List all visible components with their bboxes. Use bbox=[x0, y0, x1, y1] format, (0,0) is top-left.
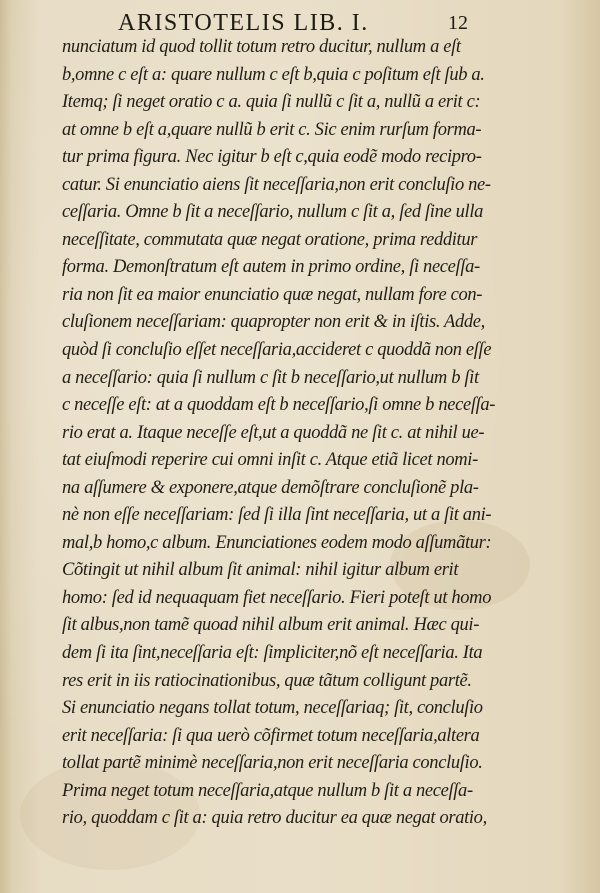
text-line: cluſionem neceſſariam: quapropter non erit & in iſtis. Adde, bbox=[62, 312, 485, 333]
text-line: rio, quoddam c ſit a: quia retro ducitur ea quæ negat oratio, bbox=[62, 808, 487, 829]
page-number: 12 bbox=[448, 12, 468, 34]
text-line: catur. Si enunciatio aiens ſit neceſſaria,non erit concluſio ne- bbox=[62, 174, 491, 195]
text-line: nè non eſſe neceſſariam: ſed ſi illa ſint neceſſaria, ut a ſit ani- bbox=[62, 505, 492, 526]
running-head: ARISTOTELIS LIB. I. bbox=[118, 10, 369, 36]
text-line: at omne b eſt a,quare nullũ b erit c. Sic enim rurſum forma- bbox=[62, 119, 482, 140]
text-line: mal,b homo,c album. Enunciationes eodem modo aſſumãtur: bbox=[62, 532, 492, 553]
text-line: Si enunciatio negans tollat totum, neceſſariaq; ſit, concluſio bbox=[62, 698, 483, 719]
text-line: a neceſſario: quia ſi nullum c ſit b neceſſario,ut nullum b ſit bbox=[62, 367, 479, 388]
text-line: tat eiuſmodi reperire cui omni inſit c. Atque etiã licet nomi- bbox=[62, 450, 478, 471]
text-line: nunciatum id quod tollit totum retro ducitur, nullum a eſt bbox=[62, 37, 461, 57]
text-line: res erit in iis ratiocinationibus, quæ tãtum colligunt partẽ. bbox=[62, 670, 472, 691]
text-line: quòd ſi concluſio eſſet neceſſaria,accideret c quoddã non eſſe bbox=[62, 340, 492, 361]
text-line: ceſſaria. Omne b ſit a neceſſario, nullum c ſit a, ſed ſine ulla bbox=[62, 202, 484, 223]
text-line: na aſſumere & exponere,atque demõſtrare concluſionẽ pla- bbox=[62, 477, 479, 498]
text-line: Prima neget totum neceſſaria,atque nullum b ſit a neceſſa- bbox=[62, 780, 473, 801]
text-line: homo: ſed id nequaquam fiet neceſſario. Fieri poteſt ut homo bbox=[62, 587, 492, 608]
text-line: forma. Demonſtratum eſt autem in primo ordine, ſi neceſſa- bbox=[62, 257, 480, 278]
text-line: ſit albus,non tamẽ quoad nihil album erit animal. Hæc qui- bbox=[62, 615, 480, 636]
text-line: rio erat a. Itaque neceſſe eſt,ut a quoddã ne ſit c. at nihil ue- bbox=[62, 422, 485, 443]
text-line: ria non ſit ea maior enunciatio quæ negat, nullam fore con- bbox=[62, 284, 483, 305]
text-line: Itemq; ſi neget oratio c a. quia ſi nullũ c ſit a, nullũ a erit c: bbox=[62, 92, 481, 113]
text-line: neceſſitate, commutata quæ negat oratione, prima redditur bbox=[62, 229, 478, 250]
text-line: tur prima figura. Nec igitur b eſt c,quia eodẽ modo recipro- bbox=[62, 147, 482, 168]
text-line: Cõtingit ut nihil album ſit animal: nihil igitur album erit bbox=[62, 560, 459, 581]
text-line: erit neceſſaria: ſi qua uerò cõfirmet totum neceſſaria,altera bbox=[62, 725, 480, 746]
text-line: tollat partẽ minimè neceſſaria,non erit neceſſaria concluſio. bbox=[62, 753, 483, 774]
text-line: b,omne c eſt a: quare nullum c eſt b,quia c poſitum eſt ſub a. bbox=[62, 64, 485, 85]
body-text bbox=[62, 34, 502, 833]
text-line: c neceſſe eſt: at a quoddam eſt b neceſſario,ſi omne b neceſſa- bbox=[62, 395, 496, 416]
text-line: dem ſi ita ſint,neceſſaria eſt: ſimpliciter,nõ eſt neceſſaria. Ita bbox=[62, 643, 483, 664]
